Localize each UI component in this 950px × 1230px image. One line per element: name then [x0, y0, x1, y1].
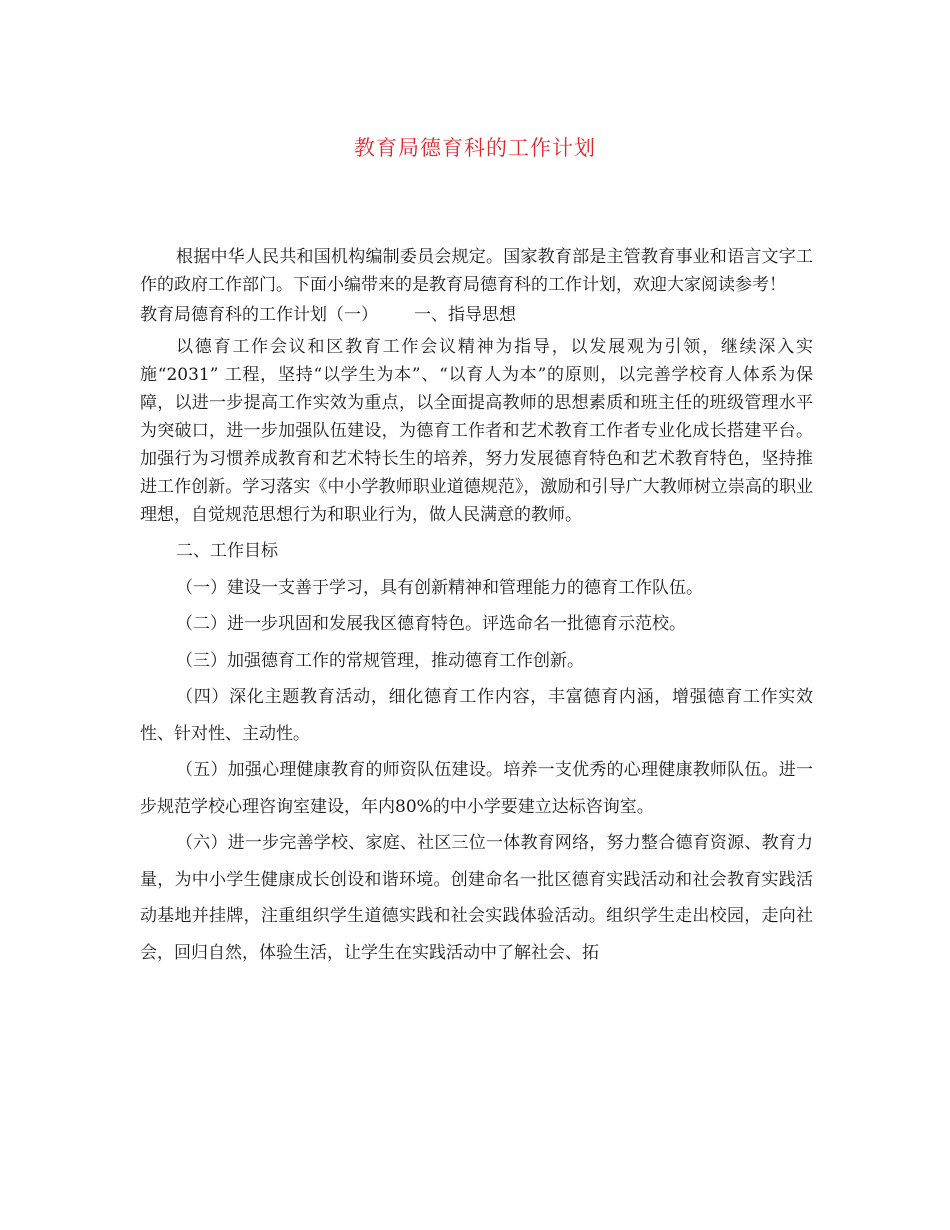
document-body — [140, 243, 813, 971]
intro-paragraph: 根据中华人民共和国机构编制委员会规定。国家教育部是主管教育事业和语言文字工作的政府工作部门。下面小编带来的是教育局德育科的工作计划，欢迎大家阅读参考！ — [140, 247, 813, 295]
document-title: 教育局德育科的工作计划 — [354, 136, 596, 160]
goal-item: （一）建设一支善于学习，具有创新精神和管理能力的德育工作队伍。 — [176, 577, 703, 598]
subheading-work-goals: 二、工作目标 — [176, 541, 278, 561]
section-heading-line — [140, 301, 813, 329]
goal-item: （五）加强心理健康教育的师资队伍建设。培养一支优秀的心理健康教师队伍。进一步规范学校心理咨询室建设，年内80%的中小学要建立达标咨询室。 — [140, 760, 813, 817]
goal-item: （二）进一步巩固和发展我区德育特色。评选命名一批德育示范校。 — [176, 614, 686, 634]
section-heading: 教育局德育科的工作计划（一） — [140, 305, 378, 325]
subheading-guiding-thought: 一、指导思想 — [414, 305, 516, 325]
goal-item: （四）深化主题教育活动，细化德育工作内容，丰富德育内涵，增强德育工作实效性、针对性、主动性。 — [140, 687, 813, 744]
goal-item: （三）加强德育工作的常规管理，推动德育工作创新。 — [176, 650, 584, 671]
guiding-thought-paragraph: 以德育工作会议和区教育工作会议精神为指导，以发展观为引领，继续深入实施“2031” 工程，坚持“以学生为本”、“以育人为本”的原则，以完善学校育人体系为保障，以进一步提高工作实效为重点，以全面提高教师的思想素质和班主任的班级管理水平为突破口，进一步加强队伍建设，为德育工作者和艺术教育工作者专业化成长搭建平台。加强行为习惯养成教育和艺术特长生的培养，努力发展德育特色和艺术教育特色，坚持推进工作创新。学习落实《中小学教师职业道德规范》，激励和引导广大教师树立崇高的职业理想，自觉规范思想行为和职业行为，做人民满意的教师。 — [140, 337, 813, 525]
goal-item: （六）进一步完善学校、家庭、社区三位一体教育网络，努力整合德育资源、教育力量，为中小学生健康成长创设和谐环境。创建命名一批区德育实践活动和社会教育实践活动基地并挂牌，注重组织学生道德实践和社会实践体验活动。组织学生走出校园，走向社会，回归自然，体验生活，让学生在实践活动中了解社会、拓 — [140, 833, 813, 963]
